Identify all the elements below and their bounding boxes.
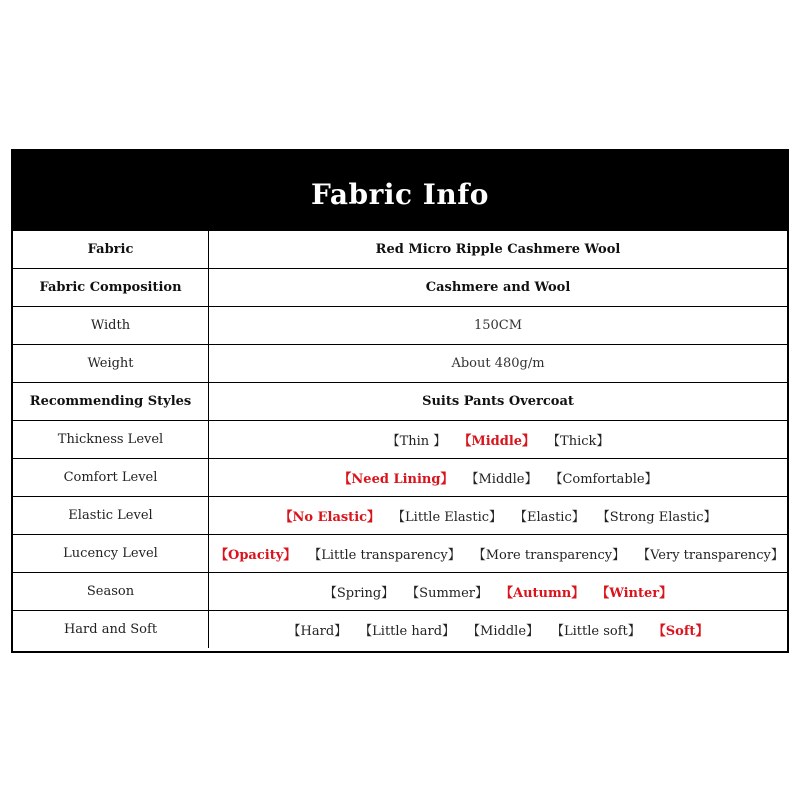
row-value-cell	[209, 535, 788, 573]
option: 【Little hard】	[359, 624, 456, 639]
option: 【More transparency】	[472, 548, 626, 563]
option-selected: 【Middle】	[458, 434, 536, 449]
option-selected: 【No Elastic】	[279, 510, 381, 525]
row-value-cell	[209, 611, 788, 649]
table-row	[13, 307, 787, 345]
table-row	[13, 269, 787, 307]
card-header	[13, 151, 787, 231]
row-label-cell	[13, 459, 209, 497]
row-label-cell	[13, 269, 209, 307]
table-row	[13, 231, 787, 269]
table-row	[13, 345, 787, 383]
option: 【Little Elastic】	[392, 510, 503, 525]
row-value-cell	[209, 573, 788, 611]
row-label: Fabric Composition	[39, 280, 182, 295]
row-value-cell	[209, 459, 788, 497]
row-label: Recommending Styles	[29, 394, 192, 409]
row-label: Weight	[87, 356, 134, 371]
row-label-cell	[13, 573, 209, 611]
option: 【Thick】	[547, 434, 610, 449]
row-label-cell	[13, 345, 209, 383]
fabric-spec-table	[13, 231, 787, 648]
row-value: Cashmere and Wool	[425, 280, 571, 295]
option-selected: 【Autumn】	[500, 586, 585, 601]
row-label-cell	[13, 535, 209, 573]
option: 【Middle】	[467, 624, 540, 639]
row-label: Lucency Level	[63, 546, 158, 561]
row-label: Width	[90, 318, 131, 333]
table-row	[13, 573, 787, 611]
row-value-cell	[209, 497, 788, 535]
spec-table-body	[13, 231, 787, 648]
option: 【Strong Elastic】	[596, 510, 717, 525]
option: 【Spring】	[323, 586, 395, 601]
option-selected: 【Opacity】	[215, 548, 297, 563]
row-label-cell	[13, 231, 209, 269]
table-row	[13, 421, 787, 459]
row-value-cell	[209, 383, 788, 421]
option: 【Thin 】	[386, 434, 447, 449]
option: 【Middle】	[465, 472, 538, 487]
row-value-cell	[209, 345, 788, 383]
option-selected: 【Need Lining】	[338, 472, 454, 487]
row-value-cell	[209, 421, 788, 459]
table-row	[13, 497, 787, 535]
table-row	[13, 459, 787, 497]
card-title: Fabric Info	[311, 177, 489, 211]
option: 【Very transparency】	[637, 548, 784, 563]
table-row	[13, 535, 787, 573]
row-label-cell	[13, 383, 209, 421]
row-label-cell	[13, 421, 209, 459]
row-label-cell	[13, 307, 209, 345]
option-selected: 【Soft】	[652, 624, 709, 639]
row-label-cell	[13, 497, 209, 535]
row-value: 150CM	[473, 318, 523, 333]
table-row	[13, 611, 787, 649]
table-row	[13, 383, 787, 421]
option: 【Hard】	[287, 624, 348, 639]
row-label: Elastic Level	[68, 508, 153, 523]
row-label-cell	[13, 611, 209, 649]
row-value: Suits Pants Overcoat	[422, 394, 574, 409]
row-value: About 480g/m	[451, 356, 545, 371]
row-value-cell	[209, 231, 788, 269]
option: 【Little soft】	[551, 624, 641, 639]
option: 【Little transparency】	[308, 548, 461, 563]
option: 【Summer】	[406, 586, 489, 601]
row-value-cell	[209, 307, 788, 345]
row-label: Fabric	[87, 242, 134, 257]
row-label: Season	[86, 584, 135, 599]
row-label: Comfort Level	[63, 470, 158, 485]
option: 【Elastic】	[514, 510, 585, 525]
option-selected: 【Winter】	[596, 586, 673, 601]
row-label: Hard and Soft	[63, 622, 158, 637]
option: 【Comfortable】	[549, 472, 658, 487]
row-value-cell	[209, 269, 788, 307]
row-label: Thickness Level	[57, 432, 164, 447]
fabric-info-card	[11, 149, 789, 653]
row-value: Red Micro Ripple Cashmere Wool	[375, 242, 621, 257]
